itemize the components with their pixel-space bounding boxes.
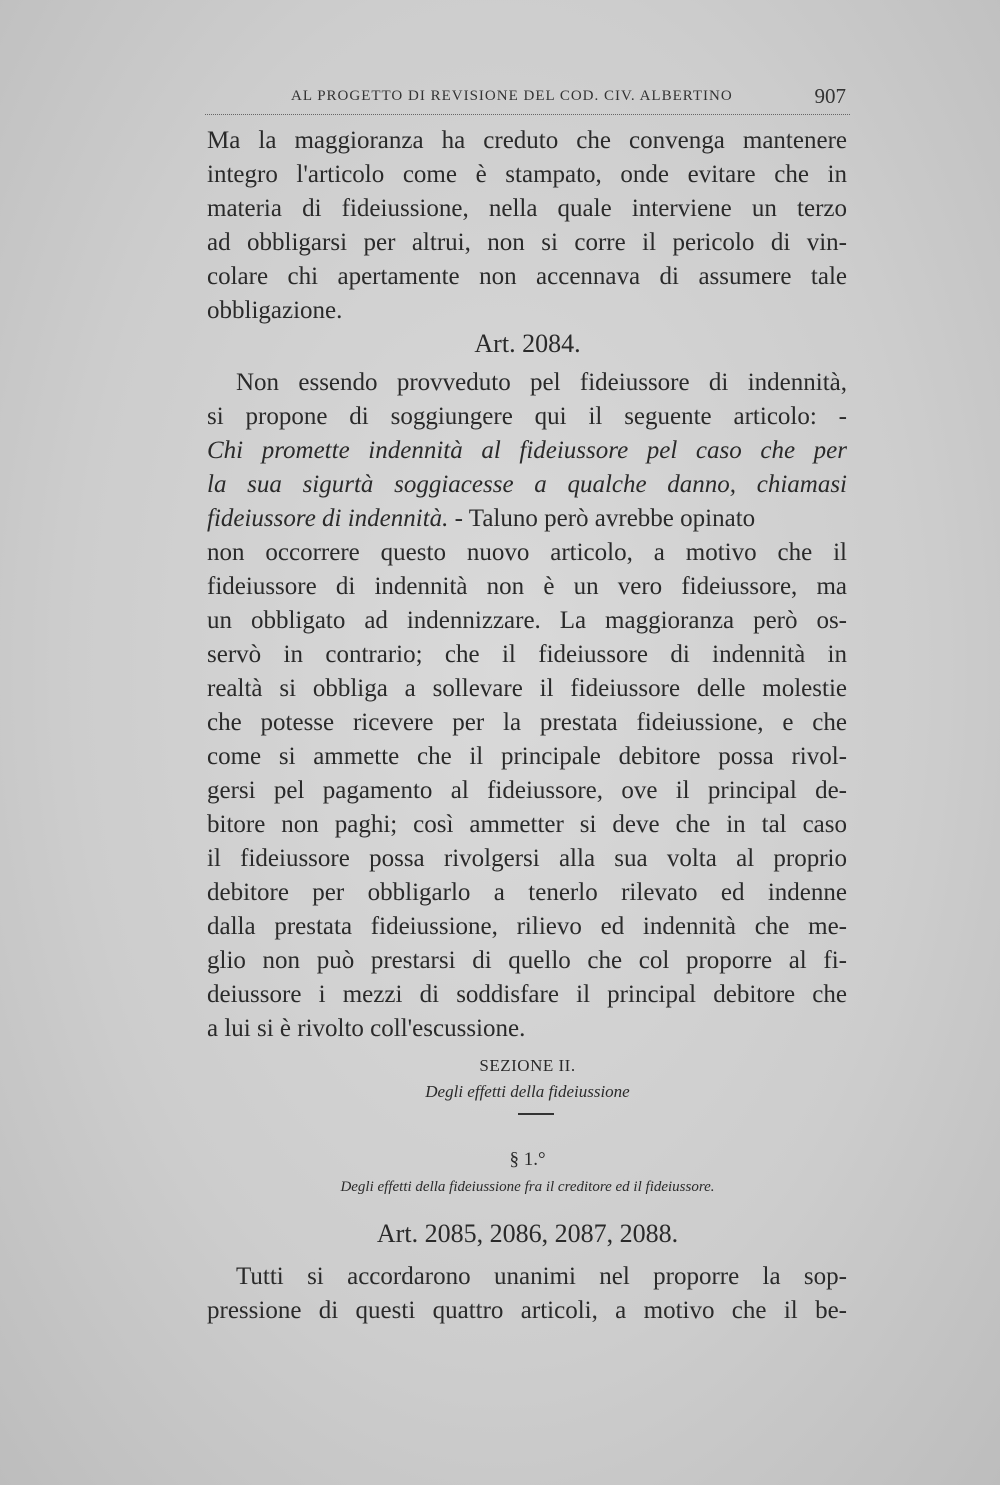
page-number: 907 bbox=[814, 84, 846, 108]
section-subtitle: Degli effetti della fideiussione bbox=[425, 1082, 630, 1101]
text-line: pressione di questi quattro articoli, a motivo che il be- bbox=[207, 1297, 847, 1324]
text-line: dalla prestata fideiussione, rilievo ed indennità che me- bbox=[207, 913, 847, 940]
italic-text-line: la sua sigurtà soggiacesse a qualche danno, chiamasi bbox=[207, 471, 847, 498]
text-line: Tutti si accordarono unanimi nel proporre la sop- bbox=[236, 1263, 847, 1290]
section-title: SEZIONE II. bbox=[479, 1056, 576, 1075]
text-line: Ma la maggioranza ha creduto che convenga mantenere bbox=[207, 127, 847, 154]
text-line: glio non può prestarsi di quello che col proporre al fi- bbox=[207, 947, 847, 974]
article-heading: Art. 2084. bbox=[474, 329, 581, 358]
text-line: realtà si obbliga a sollevare il fideiussore delle molestie bbox=[207, 675, 847, 702]
text-line: a lui si è rivolto coll'escussione. bbox=[207, 1015, 526, 1042]
paragraph-mark: § 1.° bbox=[509, 1149, 546, 1170]
text-run: - Taluno però avrebbe opinato bbox=[448, 505, 756, 532]
running-header bbox=[205, 84, 850, 115]
text-line: deiussore i mezzi di soddisfare il principal debitore che bbox=[207, 981, 847, 1008]
text-line: il fideiussore possa rivolgersi alla sua volta al proprio bbox=[207, 845, 847, 872]
divider-rule bbox=[518, 1113, 554, 1115]
text-line: che potesse ricevere per la prestata fideiussione, e che bbox=[207, 709, 847, 736]
text-line: debitore per obbligarlo a tenerlo rilevato ed indenne bbox=[207, 879, 847, 906]
running-title: AL PROGETTO DI REVISIONE DEL COD. CIV. ALBERTINO bbox=[291, 88, 733, 104]
text-line: integro l'articolo come è stampato, onde evitare che in bbox=[207, 161, 847, 188]
text-line: materia di fideiussione, nella quale interviene un terzo bbox=[207, 195, 847, 222]
text-line: Non essendo provveduto pel fideiussore di indennità, bbox=[236, 369, 847, 396]
article-heading: Art. 2085, 2086, 2087, 2088. bbox=[376, 1219, 679, 1248]
text-line: bitore non paghi; così ammetter si deve che in tal caso bbox=[207, 811, 847, 838]
text-line: ad obbligarsi per altrui, non si corre il pericolo di vin- bbox=[207, 229, 847, 256]
text-line: un obbligato ad indennizzare. La maggioranza però os- bbox=[207, 607, 847, 634]
text-line bbox=[207, 504, 847, 534]
text-line: si propone di soggiungere qui il seguente articolo: - bbox=[207, 403, 847, 430]
text-line: obbligazione. bbox=[207, 297, 343, 324]
italic-text-line: Chi promette indennità al fideiussore pel caso che per bbox=[207, 437, 847, 464]
text-line: fideiussore di indennità non è un vero fideiussore, ma bbox=[207, 573, 847, 600]
text-line: non occorrere questo nuovo articolo, a motivo che il bbox=[207, 539, 847, 566]
italic-term: fideiussore di indennità. bbox=[207, 505, 449, 532]
text-line: gersi pel pagamento al fideiussore, ove il principal de- bbox=[207, 777, 847, 804]
text-line: colare chi apertamente non accennava di assumere tale bbox=[207, 263, 847, 290]
paragraph-subtitle: Degli effetti della fideiussione fra il creditore ed il fideiussore. bbox=[340, 1179, 715, 1195]
text-line: come si ammette che il principale debitore possa rivol- bbox=[207, 743, 847, 770]
text-line: servò in contrario; che il fideiussore di indennità in bbox=[207, 641, 847, 668]
